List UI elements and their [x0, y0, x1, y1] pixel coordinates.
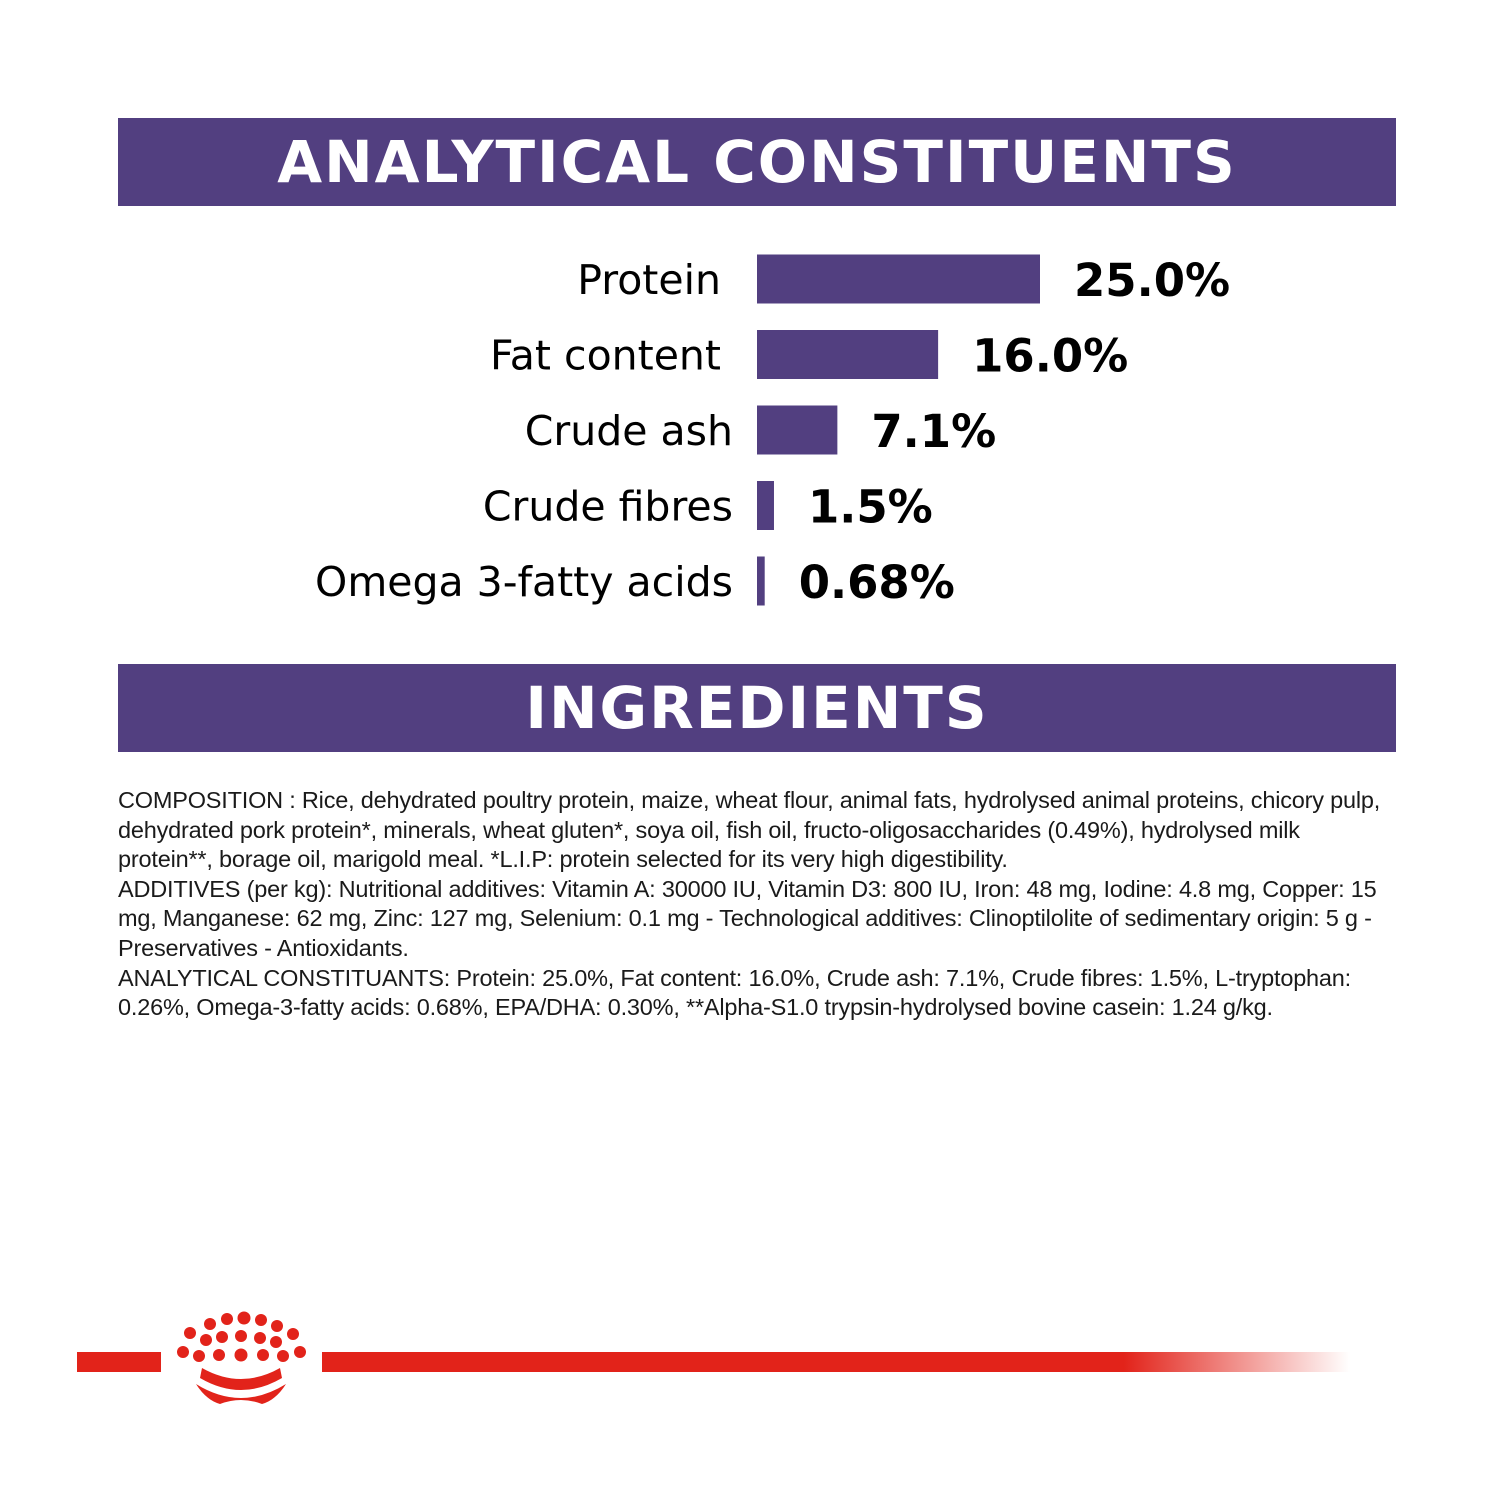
- composition-text: [118, 786, 1396, 1023]
- bar-label: Omega 3-fatty acids: [315, 558, 733, 606]
- bar-crude-fibres: [757, 481, 774, 530]
- footer-brand-band: [0, 1310, 1500, 1410]
- bar-value-label: 0.68%: [798, 556, 955, 609]
- bar-crude-ash: [757, 406, 837, 455]
- bar-value-label: 1.5%: [807, 480, 933, 534]
- analytical-constituents-chart: [0, 0, 1500, 660]
- footer-red-line-right: [322, 1352, 1350, 1372]
- bar-fat-content: [757, 330, 938, 379]
- bar-label: Protein: [577, 256, 721, 304]
- bar-label: Crude fibres: [482, 482, 733, 531]
- additives-paragraph: ADDITIVES (per kg): Nutritional additives: Vitamin A: 30000 IU, Vitamin D3: 800 IU, Iron: 48 mg, Iodine: 4.8 mg, Copper: 15 mg, Manganese: 62 mg, Zinc: 127 mg, Selenium: 0.1 mg - Technological additives: Clinoptilolite of sedimentary origin: 5 g - Preservatives - Antioxidants.: [118, 875, 1377, 961]
- bar-label: Fat content: [489, 331, 721, 380]
- bar-value-label: 7.1%: [871, 405, 997, 458]
- crown-icon: [177, 1312, 306, 1405]
- bar-omega-3-fatty-acids: [757, 557, 765, 606]
- composition-paragraph: COMPOSITION : Rice, dehydrated poultry protein, maize, wheat flour, animal fats, hydrolysed animal proteins, chicory pulp, dehydrated pork protein*, minerals, wheat gluten*, soya oil, fish oil, fructo-oligosaccharides (0.49%), hydrolysed milk protein**, borage oil, marigold meal. *L.I.P: protein selected for its very high digestibility.: [118, 787, 1381, 873]
- bar-value-label: 25.0%: [1074, 254, 1231, 307]
- analytical-constituants-paragraph: ANALYTICAL CONSTITUANTS: Protein: 25.0%, Fat content: 16.0%, Crude ash: 7.1%, Crude fibres: 1.5%, L-tryptophan: 0.26%, Omega-3-fatty acids: 0.68%, EPA/DHA: 0.30%, **Alpha-S1.0 trypsin-hydrolysed bovine casein: 1.24 g/kg.: [118, 964, 1351, 1021]
- ingredients-banner: [118, 664, 1396, 752]
- bar-value-label: 16.0%: [972, 329, 1129, 383]
- ingredients-heading: INGREDIENTS: [525, 674, 989, 742]
- footer-red-line-left: [77, 1352, 161, 1372]
- bar-label: Crude ash: [524, 407, 733, 455]
- bar-protein: [757, 255, 1040, 304]
- analytical-constituents-heading: ANALYTICAL CONSTITUENTS: [277, 128, 1237, 196]
